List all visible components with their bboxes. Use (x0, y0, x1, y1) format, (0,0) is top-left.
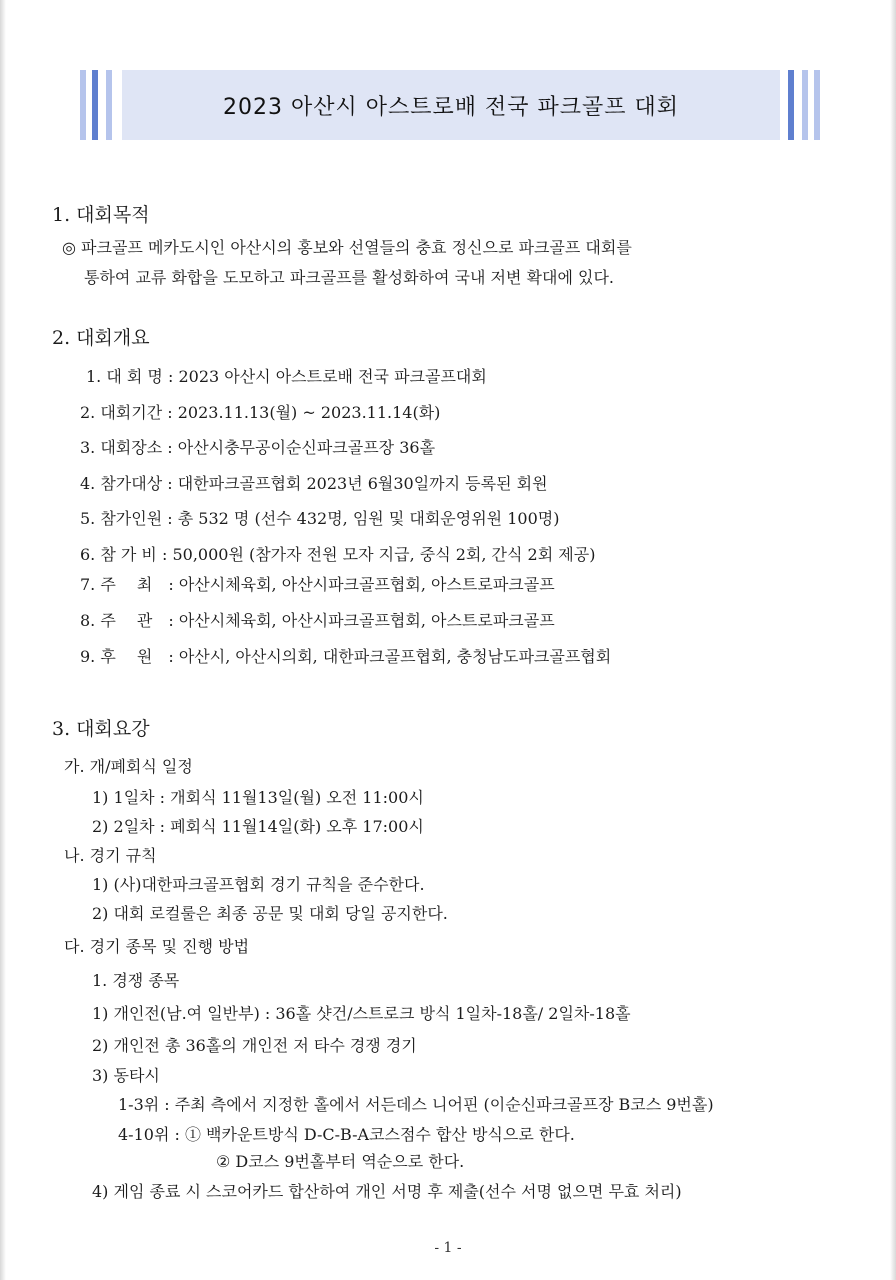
section1-line-2: 통하여 교류 화합을 도모하고 파크골프를 활성화하여 국내 저변 확대에 있다. (84, 268, 614, 287)
page-number: - 1 - (434, 1240, 462, 1256)
title-banner (80, 70, 822, 140)
na-item-1: 1) (사)대한파크골프협회 경기 규칙을 준수한다. (92, 875, 425, 894)
tie-rule-1: 1-3위 : 주최 측에서 지정한 홀에서 서든데스 니어핀 (이순신파크골프장 B코스 9번홀) (118, 1095, 714, 1114)
subsection-ga-heading: 가. 개/폐회식 일정 (64, 757, 193, 776)
section2-heading: 2. 대회개요 (52, 327, 150, 349)
title-bar-left-2 (92, 70, 98, 140)
title-bar-left-3 (106, 70, 112, 140)
overview-item-9: 9. 후 원 : 아산시, 아산시의회, 대한파크골프협회, 충청남도파크골프협회 (80, 647, 612, 666)
overview-item-5: 5. 참가인원 : 총 532 명 (선수 432명, 임원 및 대회운영위원 100명) (80, 509, 560, 528)
overview-item-4: 4. 참가대상 : 대한파크골프협회 2023년 6월30일까지 등록된 회원 (80, 474, 548, 493)
page-edge-left (0, 0, 6, 1280)
da-sub1-heading: 1. 경쟁 종목 (92, 971, 180, 990)
tie-rule-3: ② D코스 9번홀부터 역순으로 한다. (216, 1152, 465, 1171)
na-item-2: 2) 대회 로컬룰은 최종 공문 및 대회 당일 공지한다. (92, 904, 448, 923)
da-item-1: 1) 개인전(남.여 일반부) : 36홀 샷건/스트로크 방식 1일차-18홀/ 2일차-18홀 (92, 1004, 631, 1023)
overview-item-1: 1. 대 회 명 : 2023 아산시 아스트로배 전국 파크골프대회 (86, 367, 487, 386)
overview-item-8: 8. 주 관 : 아산시체육회, 아산시파크골프협회, 아스트로파크골프 (80, 611, 555, 630)
page-edge-right (890, 0, 896, 1280)
ga-item-1: 1) 1일차 : 개회식 11월13일(월) 오전 11:00시 (92, 788, 424, 807)
da-item-4: 4) 게임 종료 시 스코어카드 합산하여 개인 서명 후 제출(선수 서명 없으면 무효 처리) (92, 1182, 682, 1201)
title-bar-right-3 (814, 70, 820, 140)
da-item-3: 3) 동타시 (92, 1066, 160, 1085)
overview-item-7: 7. 주 최 : 아산시체육회, 아산시파크골프협회, 아스트로파크골프 (80, 575, 555, 594)
ga-item-2: 2) 2일차 : 폐회식 11월14일(화) 오후 17:00시 (92, 817, 424, 836)
overview-item-6: 6. 참 가 비 : 50,000원 (참가자 전원 모자 지급, 중식 2회, 간식 2회 제공) (80, 545, 596, 564)
overview-item-3: 3. 대회장소 : 아산시충무공이순신파크골프장 36홀 (80, 438, 436, 457)
title-bar-right-2 (802, 70, 808, 140)
document-title: 2023 아산시 아스트로배 전국 파크골프 대회 (223, 94, 679, 120)
subsection-na-heading: 나. 경기 규칙 (64, 846, 157, 865)
subsection-da-heading: 다. 경기 종목 및 진행 방법 (64, 937, 250, 956)
title-bar-left-1 (80, 70, 86, 140)
title-bar-right-1 (788, 70, 794, 140)
da-item-2: 2) 개인전 총 36홀의 개인전 저 타수 경쟁 경기 (92, 1036, 417, 1055)
section3-heading: 3. 대회요강 (52, 718, 150, 740)
title-background (122, 70, 780, 140)
tie-rule-2: 4-10위 : ① 백카운트방식 D-C-B-A코스점수 합산 방식으로 한다. (118, 1125, 575, 1144)
overview-item-2: 2. 대회기간 : 2023.11.13(월) ~ 2023.11.14(화) (80, 403, 441, 422)
section1-line-1: ◎ 파크골프 메카도시인 아산시의 홍보와 선열들의 충효 정신으로 파크골프 대회를 (62, 238, 632, 257)
section1-heading: 1. 대회목적 (52, 204, 150, 226)
